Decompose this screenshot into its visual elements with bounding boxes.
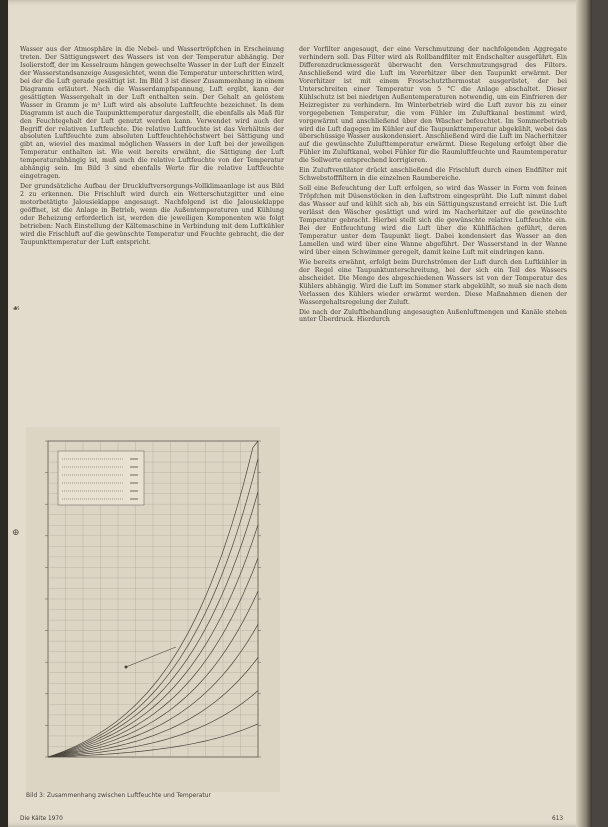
paragraph: Soll eine Befeuchtung der Luft erfolgen, so wird das Wasser in Form von feinen Tröpfchen mit Düsenstöcken in den Luftstrom eingesprüht. Die Luft nimmt dabei das Wasser auf und kühlt sich ab, bis ein Sättigungszustand erreicht ist. Die Luft verlässt den Wäscher gesättigt und wird im Nacherhitzer auf die gewünschte Temperatur gebracht. Hierbei stellt sich die gewünschte relative Luftfeuchte ein. Bei der Entfeuchtung wird die Luft über die Kühlflächen geführt, deren Temperatur unter dem Taupunkt liegt. Dabei kondensiert das Wasser an den Lamellen und wird über eine Wanne abgeführt. Der Wasserstand in der Wanne wird über einen Schwimmer geregelt, damit keine Luft mit eindringen kann. bbox=[299, 185, 567, 256]
paragraph: Wie bereits erwähnt, erfolgt beim Durchströmen der Luft durch den Luftkühler in der Regel eine Taupunktunterschreitung, bei der sich ein Teil des Wassers abscheidet. Die Menge des abgeschiedenen Wassers ist von der Temperatur des Kühlers abhängig. Wird die Luft im Sommer stark abgekühlt, so muß sie nach dem Verlassen des Kühlers wieder erwärmt werden. Diese Maßnahmen dienen der Wassergehaltsregelung der Zuluft. bbox=[299, 258, 567, 306]
journal-footer: Die Kälte 1970 bbox=[20, 816, 63, 822]
paragraph: Die nach der Zuluftbehandlung angesaugten Außenluftmengen und Kanäle stehen unter Überdruck. Hierdurch bbox=[299, 308, 567, 324]
paragraph: Der grundsätzliche Aufbau der Druckluftversorgungs-Vollklimaanlage ist aus Bild 2 zu erkennen. Die Frischluft wird durch ein Wetterschutzgitter und eine motorbetätigte Jalousieklappe angesaugt. Nachfolgend ist die Jalousieklappe geöffnet, ist die Anlage in Betrieb, wenn die Außentemperaturen und Kühlung oder Beheizung erforderlich ist, werden die jeweiligen Komponenten wie folgt betrieben: Nach Einstellung der Kältemaschine in Verbindung mit dem Luftkühler wird die Frischluft auf die gewünschte Temperatur und Feuchte gebracht, die der Taupunkttemperatur der Luft entspricht. bbox=[20, 183, 284, 246]
chart-legend bbox=[58, 451, 144, 505]
page-number: 613 bbox=[552, 816, 564, 822]
figure-caption: Bild 3: Zusammenhang zwischen Luftfeuchte und Temperatur bbox=[26, 792, 211, 799]
book-edge bbox=[0, 0, 8, 827]
margin-mark: ☙ bbox=[12, 304, 21, 314]
margin-mark: ⊕ bbox=[12, 528, 20, 538]
paragraph: Wasser aus der Atmosphäre in die Nebel- und Wassertröpfchen in Erscheinung treten. Der Sättigungswert des Wassers ist von der Temperatur abhängig. Der Isolierstoff, der im Kesselraum hängen gewechselte Wasser in der Luft der Einzelt der Wasserstandsanzeige Ausgesichtet, wenn die Temperatur unterschritten wird, bei der die Luft gerade gesättigt ist. Im Bild 3 ist dieser Zusammenhang in einem Diagramm erläutert. Nach die Wasserdampfspannung, Luft ergibt, kann der gesättigten Wassergehalt in der Luft enthalten sein. Der Gehalt an gelöstem Wasser in Gramm je m³ Luft wird als absolute Luftfeuchte bezeichnet. In dem Diagramm ist auch die Taupunkttemperatur dargestellt, die ebenfalls als Maß für den Feuchtegehalt der Luft genutzt werden kann. Verwendet wird auch der Begriff der relativen Luftfeuchte. Die relative Luftfeuchte ist das Verhältnis der absoluten Luftfeuchte zum absoluten Luftfeuchtehöchstwert bei Sättigung und gibt an, wieviel des maximal möglichen Wassers in der Luft bei der jeweiligen Temperatur enthalten ist. Wie weit bereits erwähnt, die Sättigung der Luft temperaturabhängig ist, muß auch die relative Luftfeuchte von der Temperatur abhängig sein. Im Bild 3 sind ebenfalls Werte für die relative Luftfeuchte eingetragen. bbox=[20, 46, 284, 181]
paragraph: der Vorfilter angesaugt, der eine Verschmutzung der nachfolgenden Aggregate verhindern soll. Das Filter wird als Rollbandfilter mit Endschalter ausgeführt. Ein Differenzdruckmessgerät überwacht den Verschmutzungsgrad des Filters. Anschließend wird die Luft im Vorerhitzer über den Taupunkt erwärmt. Der Vorerhitzer ist mit einem Frostschutzthermostat ausgerüstet, der bei Unterschreiten einer Temperatur von 5 °C die Anlage abschaltet. Dieser Kühlschutz ist bei niedrigen Außentemperaturen notwendig, um ein Einfrieren der Heizregister zu verhindern. Im Winterbetrieb wird die Luft zuvor bis zu einer vorgegebenen Temperatur, die vom Fühler im Zuluftkanal bestimmt wird, vorgewärmt und anschließend über den Wäscher befeuchtet. Im Sommerbetrieb wird die Luft dagegen im Kühler auf die Taupunkttemperatur abgekühlt, wobei das überschüssige Wasser auskondensiert. Anschließend wird die Luft im Nacherhitzer auf die gewünschte Zulufttemperatur erwärmt. Diese Regelung erfolgt über die Fühler im Zuluftkanal, wobei Fühler für die Raumluftfeuchte und Raumtemperatur die Sollwerte entsprechend korrigieren. bbox=[299, 46, 567, 165]
figure-3-chart bbox=[26, 427, 280, 792]
annotation-point bbox=[125, 666, 128, 669]
left-column-text bbox=[20, 46, 284, 421]
page-curl bbox=[576, 0, 592, 827]
chart-svg bbox=[26, 427, 280, 792]
paragraph: Ein Zuluftventilator drückt anschließend die Frischluft durch einen Endfilter mit Schwebstofffiltern in die einzelnen Raumbereiche. bbox=[299, 167, 567, 183]
right-column-text bbox=[299, 46, 567, 804]
